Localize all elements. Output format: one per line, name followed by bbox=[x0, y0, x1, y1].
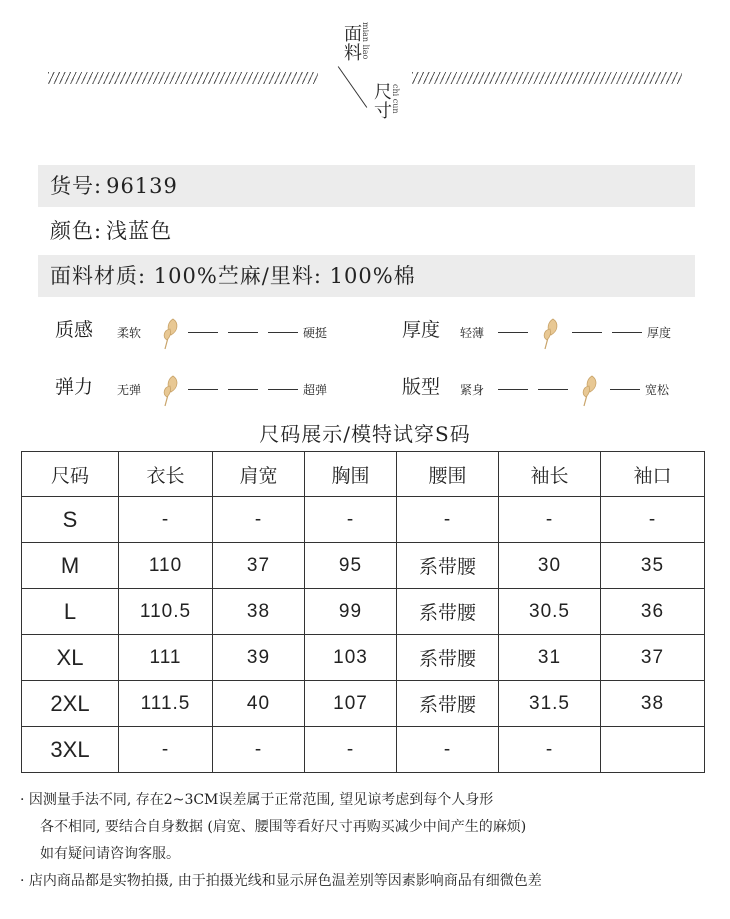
table-cell: 99 bbox=[305, 589, 397, 635]
table-row bbox=[22, 727, 705, 773]
table-cell: 110 bbox=[119, 543, 213, 589]
color-label: 颜色: bbox=[50, 219, 103, 243]
header-title-size: 尺寸 bbox=[371, 82, 392, 120]
table-cell: 40 bbox=[213, 681, 305, 727]
table-cell: 31 bbox=[499, 635, 601, 681]
scale-name: 质感 bbox=[55, 319, 94, 341]
scale-thickness bbox=[402, 315, 692, 355]
hatch-divider-right bbox=[412, 72, 682, 84]
note-line: · 店内商品都是实物拍摄, 由于拍摄光线和显示屏色温差别等因素影响商品有细微色差 bbox=[20, 873, 542, 889]
size-table-title: 尺码展示/模特试穿S码 bbox=[259, 422, 471, 446]
table-cell: 111 bbox=[119, 635, 213, 681]
table-cell: - bbox=[213, 727, 305, 773]
size-cell: L bbox=[22, 589, 119, 635]
item-number-row bbox=[38, 165, 695, 207]
table-row bbox=[22, 497, 705, 543]
table-row bbox=[22, 681, 705, 727]
scale-name: 版型 bbox=[402, 376, 441, 398]
header-cell: 袖长 bbox=[499, 452, 601, 497]
scale-low-label: 无弹 bbox=[117, 383, 142, 397]
note-line: 如有疑问请咨询客服。 bbox=[40, 846, 180, 862]
wheat-leaf-icon bbox=[159, 372, 181, 408]
header-cell: 衣长 bbox=[119, 452, 213, 497]
scale-high-label: 宽松 bbox=[645, 383, 670, 397]
scale-high-label: 厚度 bbox=[647, 326, 672, 340]
wheat-leaf-icon bbox=[159, 315, 181, 351]
scale-low-label: 轻薄 bbox=[460, 326, 485, 340]
scale-name: 弹力 bbox=[55, 376, 94, 398]
table-cell: 系带腰 bbox=[397, 635, 499, 681]
table-cell: 95 bbox=[305, 543, 397, 589]
size-cell: M bbox=[22, 543, 119, 589]
table-cell: 系带腰 bbox=[397, 543, 499, 589]
table-cell: 38 bbox=[601, 681, 705, 727]
table-cell: 31.5 bbox=[499, 681, 601, 727]
scale-name: 厚度 bbox=[402, 319, 441, 341]
table-cell: 37 bbox=[601, 635, 705, 681]
header-cell: 肩宽 bbox=[213, 452, 305, 497]
size-cell: 3XL bbox=[22, 727, 119, 773]
header-cell: 尺码 bbox=[22, 452, 119, 497]
table-cell: - bbox=[397, 727, 499, 773]
table-cell: - bbox=[499, 497, 601, 543]
table-cell: 103 bbox=[305, 635, 397, 681]
table-row bbox=[22, 589, 705, 635]
scale-high-label: 超弹 bbox=[303, 383, 328, 397]
table-row bbox=[22, 543, 705, 589]
table-cell: 37 bbox=[213, 543, 305, 589]
hatch-divider-left bbox=[48, 72, 318, 84]
scale-low-label: 柔软 bbox=[117, 326, 142, 340]
size-cell: 2XL bbox=[22, 681, 119, 727]
scale-elasticity bbox=[55, 372, 345, 412]
item-number-label: 货号: bbox=[50, 174, 103, 198]
table-cell: - bbox=[601, 497, 705, 543]
table-cell: - bbox=[499, 727, 601, 773]
table-cell: 110.5 bbox=[119, 589, 213, 635]
table-cell: 38 bbox=[213, 589, 305, 635]
color-value: 浅蓝色 bbox=[106, 219, 173, 243]
header-cell: 腰围 bbox=[397, 452, 499, 497]
table-cell: - bbox=[213, 497, 305, 543]
table-cell: - bbox=[305, 497, 397, 543]
size-cell: S bbox=[22, 497, 119, 543]
header-title-fabric: 面料 bbox=[341, 24, 362, 62]
size-cell: XL bbox=[22, 635, 119, 681]
table-cell: 39 bbox=[213, 635, 305, 681]
wheat-leaf-icon bbox=[578, 372, 600, 408]
header-slash bbox=[338, 66, 367, 108]
section-header bbox=[0, 0, 730, 150]
notes-section bbox=[20, 787, 720, 895]
scale-texture bbox=[55, 315, 345, 355]
table-cell: 36 bbox=[601, 589, 705, 635]
table-cell: 30 bbox=[499, 543, 601, 589]
table-cell: - bbox=[119, 727, 213, 773]
table-cell: 30.5 bbox=[499, 589, 601, 635]
table-cell bbox=[601, 727, 705, 773]
size-table bbox=[21, 451, 705, 773]
table-cell: - bbox=[119, 497, 213, 543]
header-cell: 袖口 bbox=[601, 452, 705, 497]
table-cell: 111.5 bbox=[119, 681, 213, 727]
table-header-row bbox=[22, 452, 705, 497]
table-cell: 35 bbox=[601, 543, 705, 589]
fabric-row bbox=[38, 255, 695, 297]
table-cell: - bbox=[305, 727, 397, 773]
note-line: 各不相同, 要结合自身数据 (肩宽、腰围等看好尺寸再购买减少中间产生的麻烦) bbox=[40, 819, 527, 835]
note-line: · 因测量手法不同, 存在2~3CM误差属于正常范围, 望见谅考虑到每个人身形 bbox=[20, 792, 494, 808]
scale-fit bbox=[402, 372, 692, 412]
scale-low-label: 紧身 bbox=[460, 383, 485, 397]
table-cell: 系带腰 bbox=[397, 589, 499, 635]
header-pinyin-size: chi cun bbox=[391, 84, 400, 114]
wheat-leaf-icon bbox=[539, 315, 561, 351]
item-number-value: 96139 bbox=[106, 174, 178, 198]
fabric-text: 面料材质: 100%苎麻/里料: 100%棉 bbox=[50, 264, 416, 288]
table-cell: 系带腰 bbox=[397, 681, 499, 727]
color-row bbox=[38, 210, 695, 252]
scale-high-label: 硬挺 bbox=[303, 326, 328, 340]
table-row bbox=[22, 635, 705, 681]
header-pinyin-fabric: mian liao bbox=[361, 22, 370, 60]
table-cell: 107 bbox=[305, 681, 397, 727]
table-cell: - bbox=[397, 497, 499, 543]
header-cell: 胸围 bbox=[305, 452, 397, 497]
